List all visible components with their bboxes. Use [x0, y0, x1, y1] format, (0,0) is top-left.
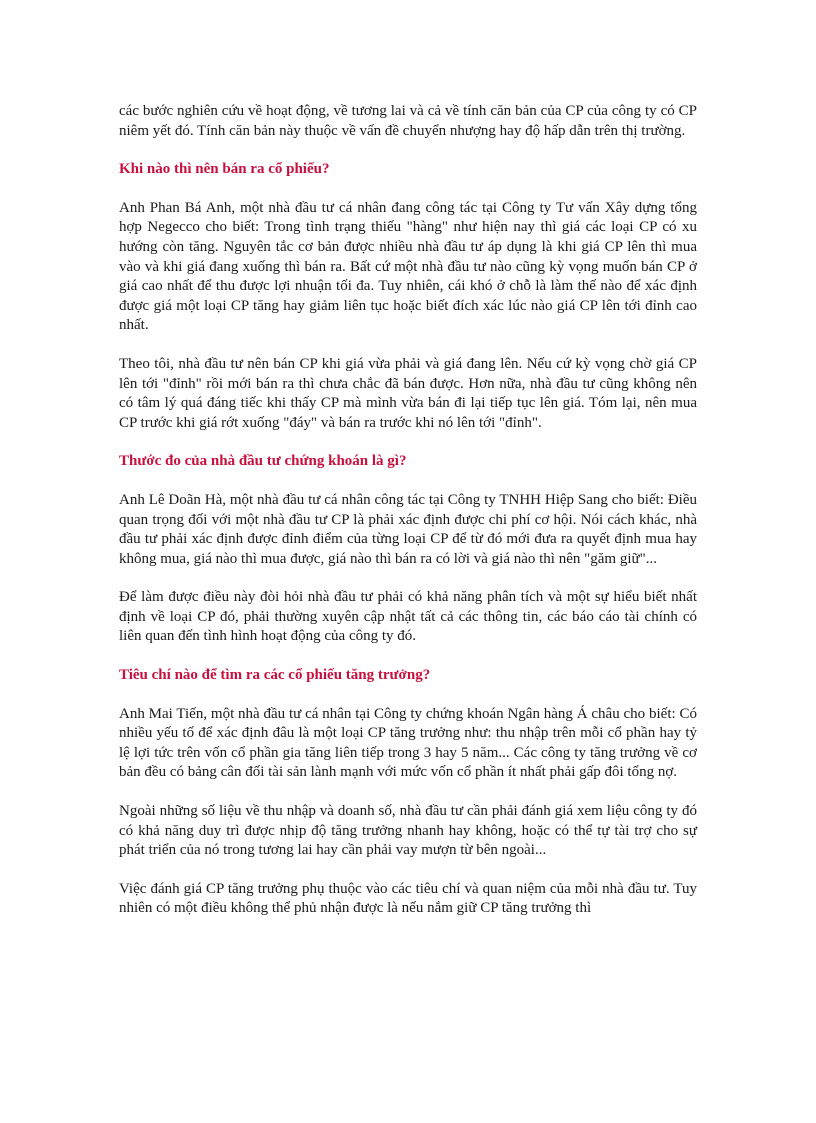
paragraph-opinion: Theo tôi, nhà đầu tư nên bán CP khi giá vừa phải và giá đang lên. Nếu cứ kỳ vọng chờ giá CP lên tới "đỉnh" rồi mới bán ra thì chưa chắc đã bán được. Hơn nữa, nhà đầu tư cũng không nên có tâm lý quá đáng tiếc khi thấy CP mà mình vừa bán đi lại tiếp tục lên giá. Tóm lại, nên mua CP trước khi giá rớt xuống "đáy" và bán ra trước khi nó lên tới "đỉnh".: [119, 355, 697, 431]
paragraph-revenue: Ngoài những số liệu về thu nhập và doanh số, nhà đầu tư cần phải đánh giá xem liệu công ty đó có khả năng duy trì được nhịp độ tăng trưởng nhanh hay không, hoặc có thể tự tài trợ cho sự phát triển của nó trong tương lai hay cần phải vay mượn từ bên ngoài...: [119, 803, 697, 859]
paragraph-intro: các bước nghiên cứu về hoạt động, về tương lai và cả về tính căn bản của CP của công ty có CP niêm yết đó. Tính căn bản này thuộc về vấn đề chuyển nhượng hay độ hấp dẫn trên thị trường.: [119, 103, 697, 139]
heading-growth-criteria: Tiêu chí nào để tìm ra các cổ phiếu tăng trưởng?: [119, 667, 431, 684]
paragraph-evaluation: Việc đánh giá CP tăng trưởng phụ thuộc vào các tiêu chí và quan niệm của mỗi nhà đầu tư. Tuy nhiên có một điều không thể phủ nhận được là nếu nắm giữ CP tăng trưởng thì: [119, 880, 697, 917]
heading-investor-measure: Thước đo của nhà đầu tư chứng khoán là gì?: [119, 453, 407, 470]
paragraph-mai-tien: Anh Mai Tiến, một nhà đầu tư cá nhân tại Công ty chứng khoán Ngân hàng Á châu cho biết: Có nhiều yếu tố để xác định đâu là một loại CP tăng trưởng như: thu nhập trên mỗi cổ phần hay tỷ lệ lợi tức trên vốn cổ phần gia tăng liên tiếp trong 3 hay 5 năm... Các công ty tăng trưởng về cơ bản đều có bảng cân đối tài sản lành mạnh với mức vốn cổ phần ít nhất phải gấp đôi tổng nợ.: [119, 705, 697, 781]
paragraph-le-doan-ha: Anh Lê Doãn Hà, một nhà đầu tư cá nhân công tác tại Công ty TNHH Hiệp Sang cho biết: Điều quan trọng đối với một nhà đầu tư CP là phải xác định được chi phí cơ hội. Nói cách khác, nhà đầu tư phải xác định được đỉnh điểm của từng loại CP để từ đó mới đưa ra quyết định mua hay không mua, giá nào thì mua được, giá nào thì bán ra có lời và giá nào thì nên "găm giữ"...: [119, 491, 697, 567]
heading-when-to-sell: Khi nào thì nên bán ra cổ phiếu?: [119, 161, 330, 178]
paragraph-phan-ba-anh: Anh Phan Bá Anh, một nhà đầu tư cá nhân đang công tác tại Công ty Tư vấn Xây dựng tổng hợp Negecco cho biết: Trong tình trạng thiếu "hàng" như hiện nay thì giá các loại CP có xu hướng còn tăng. Nguyên tắc cơ bản được nhiều nhà đầu tư áp dụng là khi giá CP lên thì mua vào và khi giá đang xuống thì bán ra. Bất cứ một nhà đầu tư nào cũng kỳ vọng muốn bán CP ở giá cao nhất để thu được lợi nhuận tối đa. Tuy nhiên, cái khó ở chỗ là làm thế nào để xác định được giá một loại CP tăng hay giảm liên tục hoặc biết đích xác lúc nào giá CP lên tới đỉnh cao nhất.: [119, 199, 697, 334]
paragraph-analysis: Để làm được điều này đòi hỏi nhà đầu tư phải có khả năng phân tích và một sự hiểu biết nhất định về loại CP đó, phải thường xuyên cập nhật tất cả các thông tin, các báo cáo tài chính có liên quan đến tình hình hoạt động của công ty đó.: [119, 589, 697, 645]
document-page: [119, 102, 697, 938]
